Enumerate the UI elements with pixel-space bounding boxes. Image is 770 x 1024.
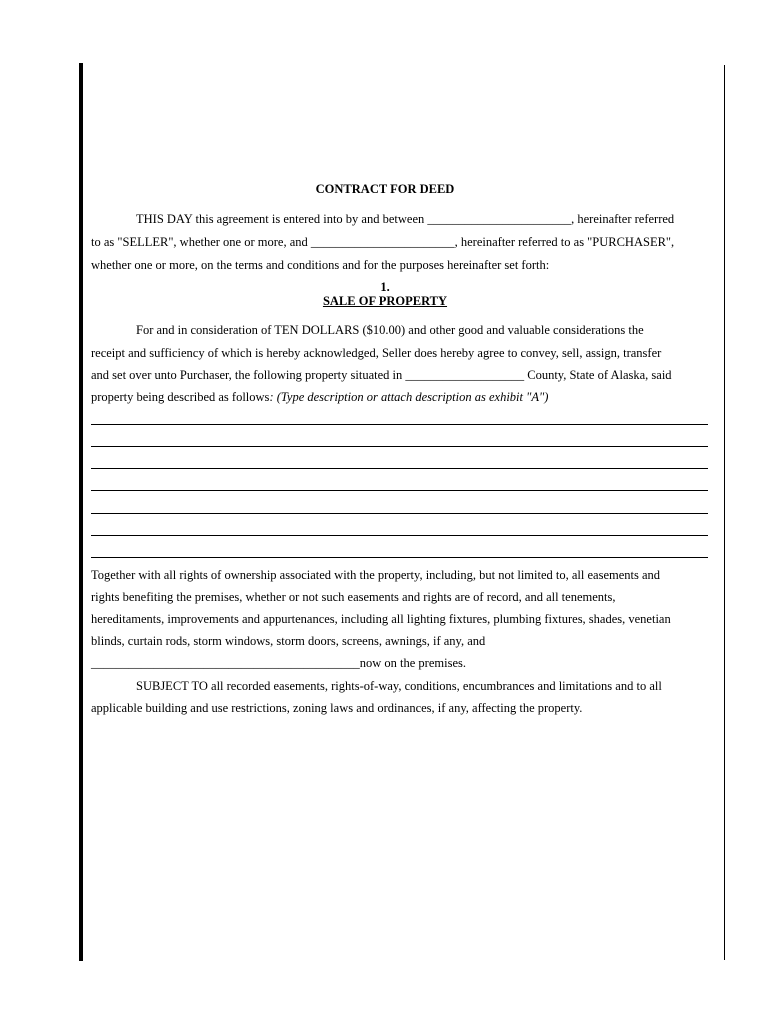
sale-line-3: and set over unto Purchaser, the following property situated in ___________________ County, State of Alaska, said [91,368,672,382]
section-number: 1. [380,280,390,294]
left-margin-bar [79,63,83,961]
intro-line-1: THIS DAY this agreement is entered into by and between _______________________, hereinafter referred [136,212,675,226]
description-blank-line[interactable] [91,424,708,425]
section-heading: SALE OF PROPERTY [322,294,448,308]
sale-line-4-text: property being described as follows [91,390,270,404]
description-blank-line[interactable] [91,557,708,558]
subject-line-2: applicable building and use restrictions, zoning laws and ordinances, if any, affecting the property. [91,701,583,715]
subject-line-1: SUBJECT TO all recorded easements, rights-of-way, conditions, encumbrances and limitations and to all [136,679,662,693]
sale-line-4 [91,389,548,405]
description-blank-line[interactable] [91,468,708,469]
together-line-5: ___________________________________________now on the premises. [91,656,466,670]
intro-line-3: whether one or more, on the terms and conditions and for the purposes hereinafter set forth: [91,258,550,272]
right-margin-bar [724,65,725,960]
sale-line-2: receipt and sufficiency of which is hereby acknowledged, Seller does hereby agree to convey, sell, assign, transfer [91,346,662,360]
together-line-2: rights benefiting the premises, whether or not such easements and rights are of record, and all tenements, [91,590,616,604]
sale-line-1: For and in consideration of TEN DOLLARS ($10.00) and other good and valuable considerations the [136,323,644,337]
intro-line-2: to as "SELLER", whether one or more, and _______________________, hereinafter referred to as "PURCHASER", [91,235,675,249]
sale-line-4-instruction: : (Type description or attach description as exhibit "A") [269,390,549,404]
description-blank-line[interactable] [91,535,708,536]
description-blank-line[interactable] [91,446,708,447]
description-blank-line[interactable] [91,490,708,491]
together-line-1: Together with all rights of ownership associated with the property, including, but not limited to, all easements and [91,568,661,582]
together-line-4: blinds, curtain rods, storm windows, storm doors, screens, awnings, if any, and [91,634,486,648]
description-blank-line[interactable] [91,513,708,514]
together-line-3: hereditaments, improvements and appurtenances, including all lighting fixtures, plumbing fixtures, shades, venetian [91,612,671,626]
document-title: CONTRACT FOR DEED [315,182,455,196]
